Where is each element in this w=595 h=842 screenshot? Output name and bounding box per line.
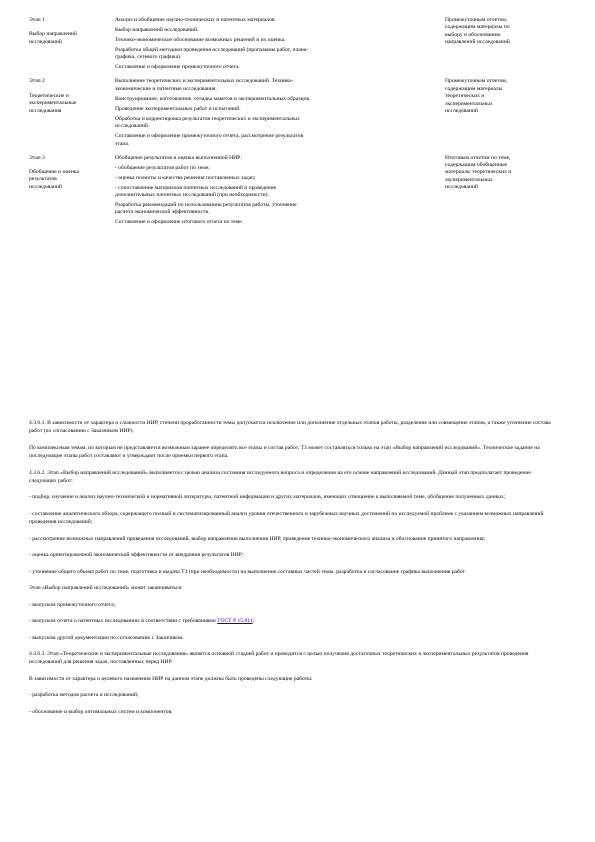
stages-table	[29, 17, 559, 233]
stage-name-cell	[29, 155, 115, 234]
stage-work-item: Разработка общей методики проведения исследований (программы работ, плана-графика, сетевого графика).	[115, 47, 309, 61]
stage-work-item: - оценка полноты и качества решения поставленных задач;	[115, 174, 256, 181]
stage-result: Итоговым отчетом по теме, содержащим обобщенные материалы теоретических и экспериментальных исследований	[445, 154, 512, 191]
stage-works-cell	[115, 78, 445, 154]
paragraph: - выпуском другой документации по согласованию с Заказчиком.	[29, 634, 184, 641]
paragraph: - рассмотрение возможных направлений проведения исследований, выбор направления выполнения НИР, проведение технико-экономического анализа и обоснование принятого направления;	[29, 535, 486, 542]
stage-work-item: - обобщение результатов работ по теме;	[115, 164, 210, 171]
stage-work-item: Технико-экономическое обоснование возможных решений и их оценка.	[115, 37, 286, 43]
stage-label: Этап 1	[29, 17, 45, 23]
stage-work-item: - сопоставление материалов патентных исследований и проведение дополнительных патентных исследований (при необходимости).	[115, 184, 277, 199]
paragraph: - уточнение общего объема работ по теме, подготовка и выдача ТЗ (при необходимости) на выполнение составных частей темы, разработка и согласование графика выполнения работ.	[29, 568, 466, 575]
stage-work-item: Обработка и корректировка результатов теоретических и экспериментальных исследований.	[115, 115, 300, 130]
stage-name-cell	[29, 17, 115, 78]
stage-work-item: Анализ и обобщение научно-технических и патентных материалов.	[115, 17, 276, 23]
stage-name-cell	[29, 78, 115, 154]
paragraph: - составление аналитического обзора, содержащего полный и систематизированный анализ уровня отечественного и зарубежных научных достижений по исследуемой проблеме с указанием возможных направлений проведения исследований;	[29, 510, 544, 526]
stage-work-item: Составление и оформление промежуточного отчета.	[115, 64, 240, 71]
stage-result-cell	[445, 17, 559, 78]
stage-work-item: Выбор направлений исследований.	[115, 27, 199, 33]
paragraph: 4.3.6.2. Этап «Выбор направлений исследований» выполняется с целью анализа состояния исследуемого вопроса и определения на его основе направлений исследований. Данный этап предполагает проведение следующих работ:	[29, 469, 531, 484]
stage-work-item: Конструирование, изготовление, отладка макетов и экспериментальных образцов.	[115, 95, 311, 102]
stage-row-1	[29, 17, 559, 78]
stage-work-item: Выполнение теоретических и экспериментальных исследований. Технико-экономические и патентные исследования.	[115, 78, 294, 92]
stage-row-3	[29, 155, 559, 234]
paragraph: - оценка ориентировочной экономической эффективности от внедрения результатов НИР;	[29, 552, 244, 559]
stage-works-cell	[115, 155, 445, 234]
stage-row-2	[29, 78, 559, 154]
paragraph-text-after: ;	[252, 618, 255, 625]
stage-result-cell	[445, 78, 559, 154]
stage-title: Теоретические и экспериментальные исследования	[29, 92, 77, 114]
stage-title: Обобщение и оценка результатов исследований	[29, 169, 79, 190]
stage-result: Промежуточным отчетом, содержащим материалы по выбору и обоснованию направлений исследований	[445, 17, 510, 46]
paragraph: В зависимости от характера и целевого назначения НИР на данном этапе должны быть проведены следующие работы:	[29, 675, 313, 682]
paragraph: - подбор, изучение и анализ научно-технической и нормативной литературы, патентной информации и других материалов, имеющих отношение к выполняемой теме, обобщение полученных данных;	[29, 494, 506, 501]
paragraph: 4.3.6.1. В зависимости от характера и сложности НИР, степени проработанности темы допускается исключение или дополнение отдельных этапов работы, разделение или совмещение этапов, а также уточнение состава работ (по согласованию с Заказчиком НИР).	[29, 420, 551, 435]
stage-result: Промежуточным отчетом, содержащим материалы теоретических и экспериментальных исследований	[445, 78, 508, 115]
stage-work-item: Обобщение результатов и оценка выполненной НИР:	[115, 154, 243, 161]
paragraph: По комплексным темам, по которым не представляется возможным заранее определить все этапы и состав работ, ТЗ может составляться только на этап «Выбор направлений исследований». Техническое задание на последующие этапы работ составляют и утверждают после приемки первого этапа.	[29, 444, 540, 460]
paragraph: 4.3.6.3. Этап «Теоретические и экспериментальные исследования» является основной стадией работ и проводится с целью получения достаточных теоретических и экспериментальных результатов проведения исследований для решения задач, поставленных перед НИР.	[29, 651, 529, 666]
paragraph: Этап «Выбор направлений исследований» может заканчиваться:	[29, 585, 183, 592]
paragraph: - обоснование и выбор оптимальных систем и компонентов;	[29, 708, 173, 715]
stage-label: Этап 2	[29, 78, 45, 85]
paragraph-with-link	[29, 617, 559, 625]
stage-work-item: Проведение экспериментальных работ и испытаний.	[115, 105, 241, 112]
gost-link[interactable]: ГОСТ Р 15.011	[217, 618, 253, 625]
stage-works-cell	[115, 17, 445, 78]
paragraph-text: - выпуском отчета о патентных исследованиях в соответствии с требованиями	[29, 618, 218, 625]
stage-work-item: Разработка рекомендаций по использованию результатов работы, уточнение расчета экономической эффективности.	[115, 202, 297, 216]
stage-work-item: Составление и оформление итогового отчета по теме.	[115, 219, 244, 226]
stage-work-item: Составление и оформление промежуточного отчета, рассмотрение результатов этапа.	[115, 133, 304, 147]
stage-label: Этап 3	[29, 154, 45, 161]
stage-result-cell	[445, 155, 559, 234]
stage-title: Выбор направлений исследований	[29, 31, 77, 45]
document-body	[29, 419, 559, 724]
paragraph: - выпуском промежуточного отчета;	[29, 601, 116, 608]
paragraph: - разработка методов расчета и исследований;	[29, 692, 139, 699]
